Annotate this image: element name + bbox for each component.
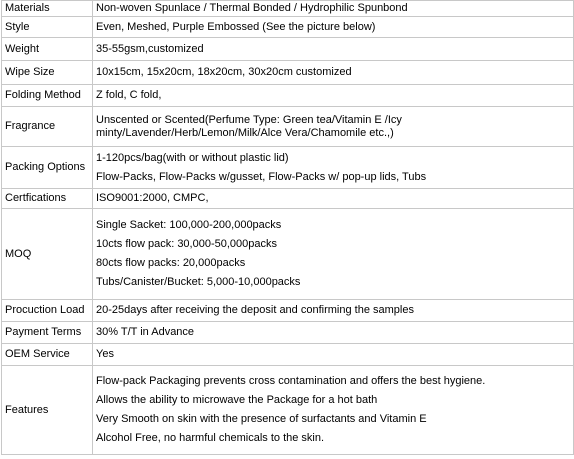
row-label-materials: Materials: [2, 1, 93, 17]
row-value-payment-terms: 30% T/T in Advance: [93, 322, 574, 344]
row-label-fragrance: Fragrance: [2, 107, 93, 147]
row-label-folding-method: Folding Method: [2, 85, 93, 107]
fragrance-line: minty/Lavender/Herb/Lemon/Milk/Alce Vera/Chamomile etc.,): [96, 126, 394, 139]
row-value-oem-service: Yes: [93, 344, 574, 366]
row-label-payment-terms: Payment Terms: [2, 322, 93, 344]
row-label-moq: MOQ: [2, 209, 93, 300]
feature-line: Very Smooth on skin with the presence of surfactants and Vitamin E: [96, 413, 427, 425]
moq-line: 10cts flow pack: 30,000-50,000packs: [96, 238, 278, 250]
feature-line: Flow-pack Packaging prevents cross contamination and offers the best hygiene.: [96, 375, 486, 387]
row-value-packing-options: [93, 147, 574, 189]
moq-line: Single Sacket: 100,000-200,000packs: [96, 219, 282, 231]
table-row: [2, 107, 574, 147]
moq-line: 80cts flow packs: 20,000packs: [96, 257, 246, 269]
table-row: [2, 300, 574, 322]
moq-line: Tubs/Canister/Bucket: 5,000-10,000packs: [96, 276, 301, 288]
row-value-materials: Non-woven Spunlace / Thermal Bonded / Hydrophilic Spunbond: [93, 1, 574, 17]
table-row: [2, 85, 574, 107]
table-row: [2, 38, 574, 61]
product-spec-table: [1, 0, 574, 455]
row-value-wipe-size: 10x15cm, 15x20cm, 18x20cm, 30x20cm customized: [93, 61, 574, 85]
table-row: [2, 1, 574, 17]
fragrance-line: Unscented or Scented(Perfume Type: Green tea/Vitamin E /Icy: [96, 113, 402, 126]
table-row: [2, 344, 574, 366]
feature-line: Allows the ability to microwave the Package for a hot bath: [96, 394, 378, 406]
row-value-fragrance: [93, 107, 574, 147]
row-value-certifications: ISO9001:2000, CMPC,: [93, 189, 574, 209]
row-label-packing-options: Packing Options: [2, 147, 93, 189]
row-label-oem-service: OEM Service: [2, 344, 93, 366]
row-value-moq: [93, 209, 574, 300]
table-row: [2, 147, 574, 189]
packing-line: Flow-Packs, Flow-Packs w/gusset, Flow-Packs w/ pop-up lids, Tubs: [96, 170, 427, 183]
row-value-folding-method: Z fold, C fold,: [93, 85, 574, 107]
table-row: [2, 209, 574, 300]
table-row: [2, 189, 574, 209]
row-value-style: Even, Meshed, Purple Embossed (See the picture below): [93, 17, 574, 38]
table-row: [2, 366, 574, 455]
row-label-weight: Weight: [2, 38, 93, 61]
table-row: [2, 322, 574, 344]
row-value-production-load: 20-25days after receiving the deposit and confirming the samples: [93, 300, 574, 322]
table-row: [2, 17, 574, 38]
feature-line: Alcohol Free, no harmful chemicals to the skin.: [96, 432, 325, 444]
row-label-wipe-size: Wipe Size: [2, 61, 93, 85]
row-value-weight: 35-55gsm,customized: [93, 38, 574, 61]
packing-line: 1-120pcs/bag(with or without plastic lid): [96, 151, 289, 164]
row-label-certifications: Certfications: [2, 189, 93, 209]
row-label-production-load: Procuction Load: [2, 300, 93, 322]
row-label-style: Style: [2, 17, 93, 38]
row-label-features: Features: [2, 366, 93, 455]
table-row: [2, 61, 574, 85]
row-value-features: [93, 366, 574, 455]
